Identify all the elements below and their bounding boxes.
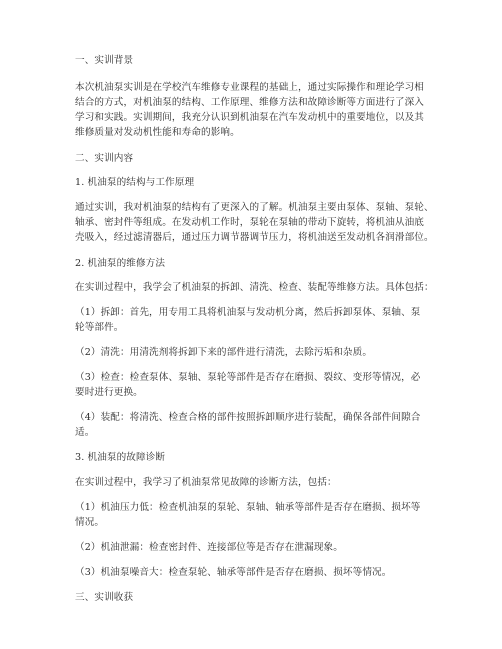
section-heading-gains: 三、实训收获 bbox=[75, 592, 134, 603]
subsection-heading-structure: 1. 机油泵的结构与工作原理 bbox=[75, 177, 195, 188]
list-item-line: 要时进行更换。 bbox=[75, 387, 143, 398]
paragraph-line: 轴承、密封件等组成。在发动机工作时，泵轮在泵轴的带动下旋转，将机油从油底 bbox=[75, 217, 424, 228]
list-item-line: （4）装配：将清洗、检查合格的部件按照拆卸顺序进行装配，确保各部件间隙合 bbox=[75, 412, 421, 423]
paragraph-line: 结合的方式，对机油泵的结构、工作原理、维修方法和故障诊断等方面进行了深入 bbox=[75, 97, 424, 108]
paragraph-line: 通过实训，我对机油泵的结构有了更深入的了解。机油泵主要由泵体、泵轴、泵轮、 bbox=[75, 202, 434, 213]
list-item-line: （2）清洗：用清洗剂将拆卸下来的部件进行清洗，去除污垢和杂质。 bbox=[75, 347, 373, 358]
list-item-line: （3）机油泵噪音大：检查泵轮、轴承等部件是否存在磨损、损坏等情况。 bbox=[75, 567, 392, 578]
list-item-line: 情况。 bbox=[75, 517, 105, 528]
paragraph-line: 维修质量对发动机性能和寿命的影响。 bbox=[75, 127, 240, 138]
list-item-line: （1）机油压力低：检查机油泵的泵轮、泵轴、轴承等部件是否存在磨损、损坏等 bbox=[75, 502, 421, 513]
paragraph-line: 本次机油泵实训是在学校汽车维修专业课程的基础上，通过实际操作和理论学习相 bbox=[75, 82, 424, 93]
list-item-line: （1）拆卸：首先，用专用工具将机油泵与发动机分离，然后拆卸泵体、泵轴、泵 bbox=[75, 307, 421, 318]
list-item-line: （2）机油泄漏：检查密封件、连接部位等是否存在泄漏现象。 bbox=[75, 542, 343, 553]
section-heading-background: 一、实训背景 bbox=[75, 55, 134, 66]
list-item-line: 轮等部件。 bbox=[75, 322, 124, 333]
paragraph-line: 在实训过程中，我学会了机油泵的拆卸、清洗、检查、装配等维修方法。具体包括： bbox=[75, 282, 434, 293]
paragraph-line: 学习和实践。实训期间，我充分认识到机油泵在汽车发动机中的重要地位，以及其 bbox=[75, 112, 424, 123]
paragraph-line: 壳吸入，经过滤清器后，通过压力调节器调节压力，将机油送至发动机各润滑部位。 bbox=[75, 232, 434, 243]
section-heading-content: 二、实训内容 bbox=[75, 153, 134, 164]
subsection-heading-repair: 2. 机油泵的维修方法 bbox=[75, 258, 166, 269]
paragraph-line: 在实训过程中，我学习了机油泵常见故障的诊断方法，包括： bbox=[75, 477, 337, 488]
list-item-line: 适。 bbox=[75, 427, 95, 438]
subsection-heading-diagnosis: 3. 机油泵的故障诊断 bbox=[75, 452, 166, 463]
list-item-line: （3）检查：检查泵体、泵轴、泵轮等部件是否存在磨损、裂纹、变形等情况，必 bbox=[75, 372, 421, 383]
